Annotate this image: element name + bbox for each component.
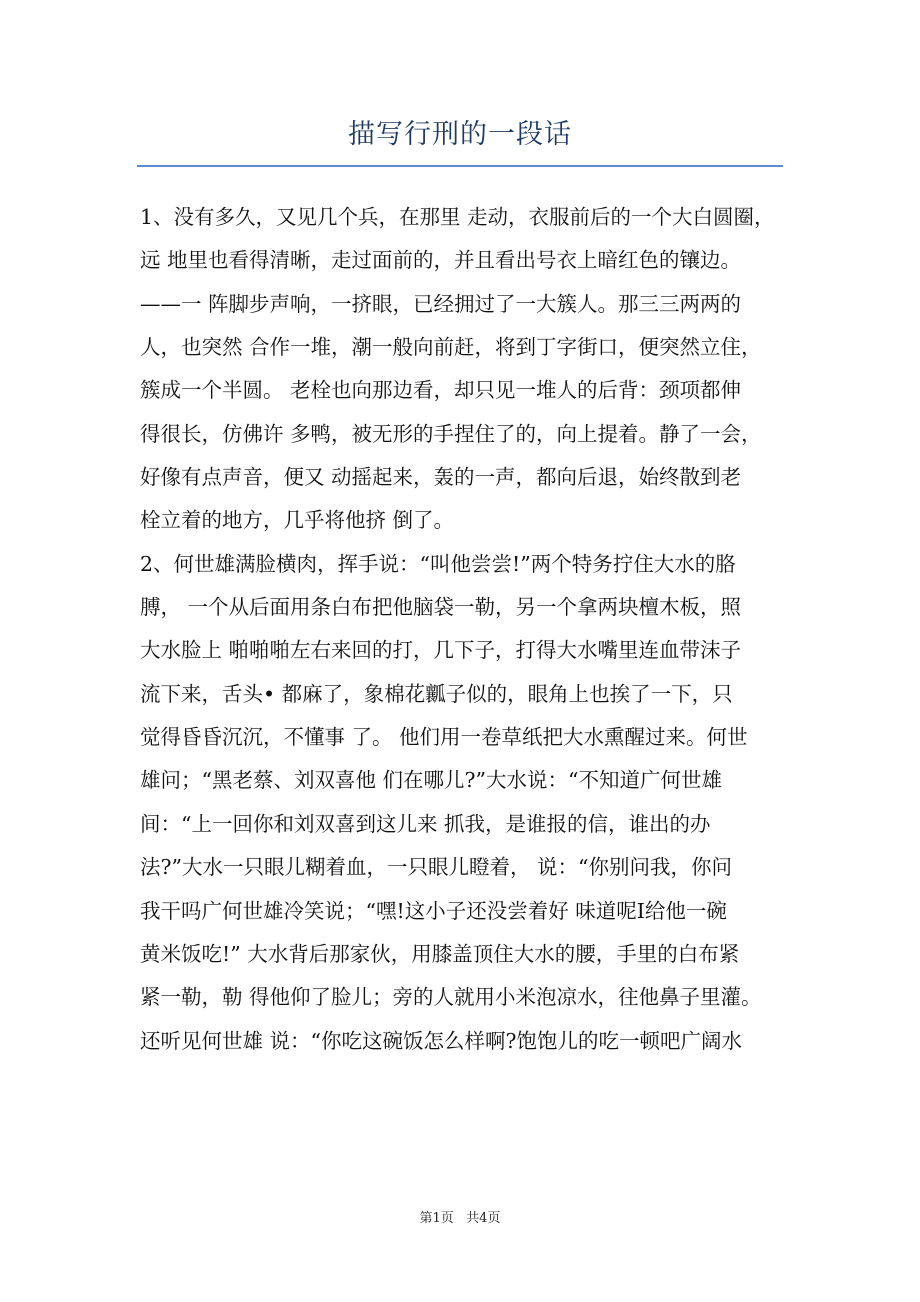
text-line: ——一 阵脚步声响，一挤眼，已经拥过了一大簇人。那三三两两的 xyxy=(140,291,742,316)
text-line: 觉得昏昏沉沉，不懂事 了。 他们用一卷草纸把大水熏醒过来。何世 xyxy=(140,725,748,750)
text-line: 膊， 一个从后面用条白布把他脑袋一勒，另一个拿两块檀木板，照 xyxy=(140,595,742,620)
document-body xyxy=(140,196,790,1063)
text-line: 紧一勒，勒 得他仰了脸儿；旁的人就用小米泡凉水，往他鼻子里灌。 xyxy=(140,985,762,1010)
text-line: 远 地里也看得清晰，走过面前的，并且看出号衣上暗红色的镶边。 xyxy=(140,248,742,273)
text-line: 大水脸上 啪啪啪左右来回的打，几下子，打得大水嘴里连血带沫子 xyxy=(140,638,742,663)
text-line: 人，也突然 合作一堆，潮一般向前赶，将到丁字街口，便突然立住， xyxy=(140,335,762,360)
text-line: 栓立着的地方，几乎将他挤 倒了。 xyxy=(140,508,455,533)
text-line: 好像有点声音，便又 动摇起来，轰的一声，都向后退，始终散到老 xyxy=(140,465,742,490)
text-line: 得很长，仿佛许 多鸭，被无形的手捏住了的，向上提着。静了一会， xyxy=(140,421,762,446)
text-line: 1、没有多久，又见几个兵，在那里 走动，衣服前后的一个大白圆圈， xyxy=(140,205,775,229)
text-line: 我干吗广何世雄冷笑说；“嘿!这小子还没尝着好 味道呢I给他一碗 xyxy=(140,898,727,923)
text-line: 簇成一个半圆。 老栓也向那边看，却只见一堆人的后背：颈项都伸 xyxy=(140,378,742,403)
text-line: 雄问；“黑老蔡、刘双喜他 们在哪儿?”大水说：“不知道广何世雄 xyxy=(140,768,722,793)
page-footer: 第1页 共4页 xyxy=(419,1211,501,1226)
text-line: 流下来，舌头• 都麻了，象棉花瓤子似的，眼角上也挨了一下，只 xyxy=(140,681,733,706)
title-divider xyxy=(137,165,783,167)
text-line: 2、何世雄满脸横肉，挥手说：“叫他尝尝!”两个特务拧住大水的胳 xyxy=(140,551,736,576)
text-line: 间：“上一回你和刘双喜到这儿来 抓我，是谁报的信，谁出的办 xyxy=(140,811,711,836)
document-title: 描写行刑的一段话 xyxy=(348,119,572,150)
text-line: 黄米饭吃!” 大水背后那家伙，用膝盖顶住大水的腰，手里的白布紧 xyxy=(140,941,740,966)
text-line: 还听见何世雄 说：“你吃这碗饭怎么样啊?饱饱儿的吃一顿吧广阔水 xyxy=(140,1028,742,1053)
text-line: 法?”大水一只眼儿糊着血，一只眼儿瞪着， 说：“你别问我，你问 xyxy=(140,855,732,880)
